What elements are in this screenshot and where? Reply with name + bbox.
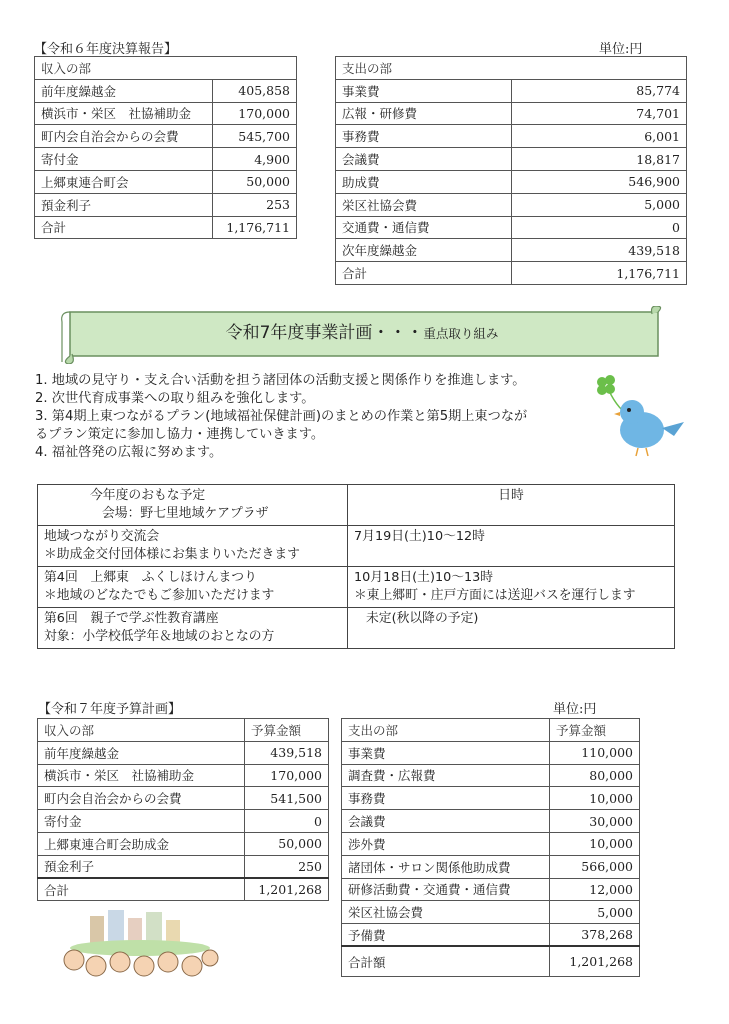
table-row: 上郷東連合町会 50,000: [35, 170, 297, 193]
banner-title: [58, 318, 666, 343]
report-income-table: [34, 56, 297, 239]
budget-title: 【令和７年度予算計画】: [38, 702, 182, 717]
report-expense-table: [335, 56, 687, 285]
table-row: 前年度繰越金 439,518: [38, 741, 329, 764]
table-row: 栄区社協会費 5,000: [342, 901, 640, 924]
table-row: 諸団体・サロン関係他助成費 566,000: [342, 855, 640, 878]
plan-list: [35, 372, 595, 462]
table-row: 研修活動費・交通費・通信費 12,000: [342, 878, 640, 901]
budget-expense-amount-header: 予算金額: [550, 719, 640, 742]
town-people-icon: [60, 908, 220, 980]
table-row: 上郷東連合町会助成金 50,000: [38, 832, 329, 855]
table-row-total: 合計 1,176,711: [35, 216, 297, 239]
table-row: 寄付金 4,900: [35, 148, 297, 171]
list-item: 1. 地域の見守り・支え合い活動を担う諸団体の活動支援と関係作りを推進します。: [35, 373, 526, 388]
table-row: 交通費・通信費 0: [336, 216, 687, 239]
table-row-total: 合計額 1,201,268: [342, 946, 640, 976]
table-row: 前年度繰越金 405,858: [35, 79, 297, 102]
banner-main: 令和7年度事業計画・・・: [225, 323, 424, 343]
table-row: 調査費・広報費 80,000: [342, 764, 640, 787]
table-row: 町内会自治会からの会費 541,500: [38, 787, 329, 810]
report-unit: 単位:円: [599, 42, 643, 57]
budget-expense-header: 支出の部: [342, 719, 550, 742]
table-row: 事業費 85,774: [336, 79, 687, 102]
table-row: 助成費 546,900: [336, 170, 687, 193]
table-row: 会議費 30,000: [342, 810, 640, 833]
plan-banner: [58, 306, 666, 364]
table-row: 横浜市・栄区 社協補助金 170,000: [38, 764, 329, 787]
budget-expense-table: [341, 718, 640, 977]
table-row-total: 合計 1,176,711: [336, 262, 687, 285]
table-row: 町内会自治会からの会費 545,700: [35, 125, 297, 148]
table-row: 預金利子 253: [35, 193, 297, 216]
table-row: 事業費 110,000: [342, 741, 640, 764]
table-row: 会議費 18,817: [336, 148, 687, 171]
table-row: 渉外費 10,000: [342, 832, 640, 855]
bird-clover-icon: [590, 372, 690, 462]
list-item: るプラン策定に参加し協力・連携していきます。: [35, 427, 325, 442]
table-row: 次年度繰越金 439,518: [336, 239, 687, 262]
table-row: 広報・研修費 74,701: [336, 102, 687, 125]
budget-income-table: [37, 718, 329, 901]
list-item: 4. 福祉啓発の広報に努めます。: [35, 445, 223, 460]
schedule-table: [37, 484, 675, 649]
budget-unit: 単位:円: [553, 702, 597, 717]
table-row: 地域つながり交流会 ＊助成金交付団体様にお集まりいただきます 7月19日(土)10～12時: [38, 526, 675, 567]
table-row: 栄区社協会費 5,000: [336, 193, 687, 216]
table-row: 第6回 親子で学ぶ性教育講座 対象：小学校低学年＆地域のおとなの方 未定(秋以降の予定): [38, 608, 675, 649]
table-row: 預金利子 250: [38, 855, 329, 878]
list-item: 2. 次世代育成事業への取り組みを強化します。: [35, 391, 315, 406]
report-title: 【令和６年度決算報告】: [34, 42, 178, 57]
table-row: 事務費 6,001: [336, 125, 687, 148]
schedule-header-date: 日時: [348, 485, 675, 526]
report-expense-header: 支出の部: [336, 57, 687, 80]
table-row: 予備費 378,268: [342, 924, 640, 947]
list-item: 3. 第4期上東つながるプラン(地域福祉保健計画)のまとめの作業と第5期上東つなが: [35, 409, 528, 424]
budget-income-header: 収入の部: [38, 719, 245, 742]
table-row: 事務費 10,000: [342, 787, 640, 810]
report-income-header: 収入の部: [35, 57, 297, 80]
budget-income-amount-header: 予算金額: [245, 719, 329, 742]
banner-sub: 重点取り組み: [423, 326, 499, 341]
schedule-header-event: 今年度のおもな予定 会場：野七里地域ケアプラザ: [38, 485, 348, 526]
table-row: 寄付金 0: [38, 810, 329, 833]
table-row: 横浜市・栄区 社協補助金 170,000: [35, 102, 297, 125]
table-row-total: 合計 1,201,268: [38, 878, 329, 901]
table-row: 第4回 上郷東 ふくしほけんまつり ＊地域のどなたでもご参加いただけます 10月18日(土)10～13時 ＊東上郷町・庄戸方面には送迎バスを運行します: [38, 567, 675, 608]
